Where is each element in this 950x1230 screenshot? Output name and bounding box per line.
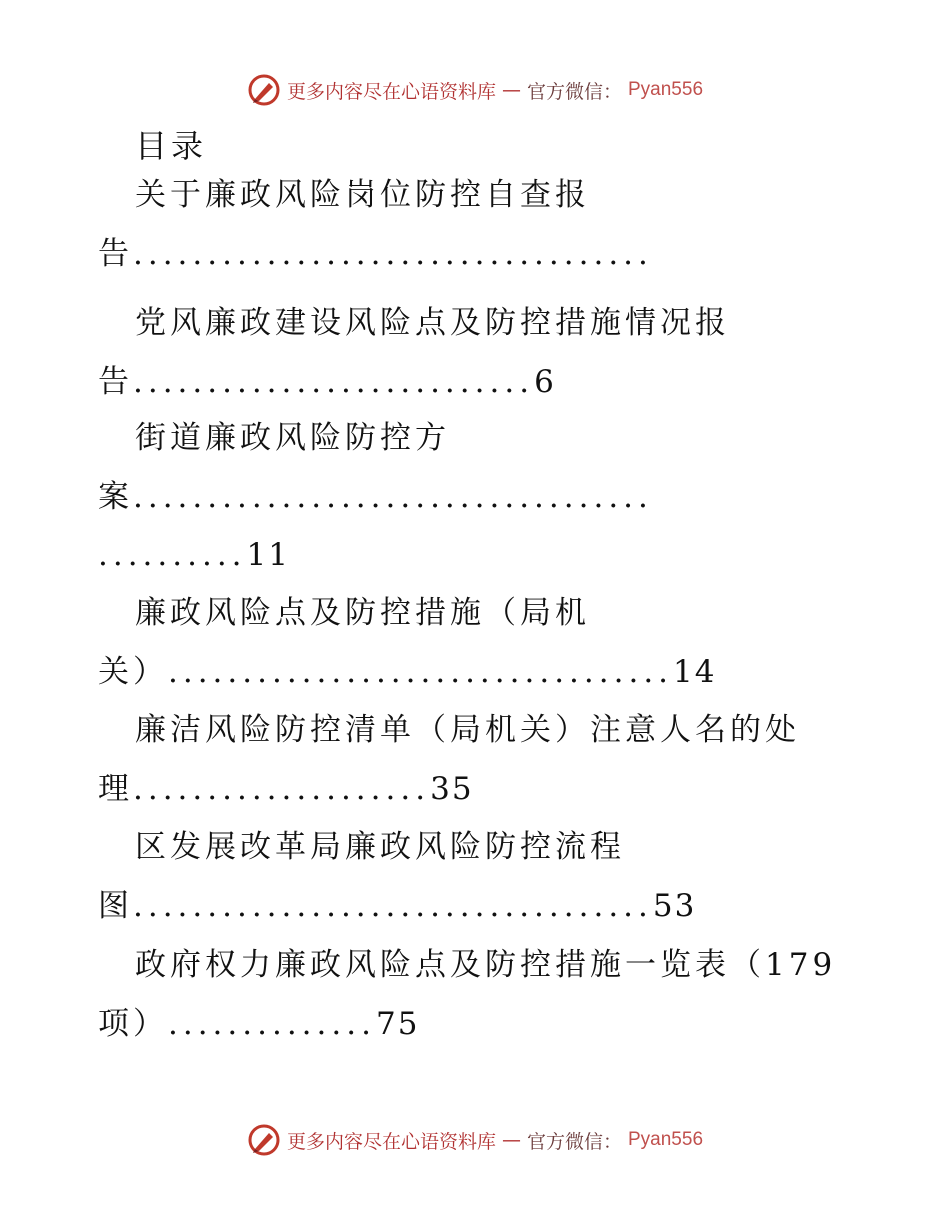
footer-banner [0, 1120, 950, 1160]
toc-entry-continuation [98, 999, 419, 1049]
toc-entry-continuation [98, 647, 717, 697]
toc-entry-continuation [98, 764, 474, 814]
toc-page-number: 6 [534, 364, 556, 400]
toc-entry-title: 党风廉政建设风险点及防控措施情况报 [135, 305, 730, 341]
toc-entry-title: 关于廉政风险岗位防控自查报 [135, 177, 590, 213]
toc-entry-continuation [98, 472, 653, 522]
pen-logo-icon [247, 1123, 281, 1157]
toc-entry-continuation [98, 530, 290, 580]
toc-page-number: 14 [673, 654, 717, 690]
toc-entry-title-end: 项） [98, 1006, 168, 1042]
toc-entry-title-end: 理 [98, 771, 133, 807]
banner-wechat-label: 官方微信： [526, 1130, 622, 1153]
banner-dash: — [501, 1129, 521, 1151]
toc-entry-title: 廉政风险点及防控措施（局机 [135, 595, 590, 631]
toc-leader-dots: .................... [133, 771, 431, 807]
toc-leader-dots: ........................... [133, 364, 535, 400]
toc-entry-title: 区发展改革局廉政风险防控流程 [135, 829, 625, 865]
toc-entry-title: 政府权力廉政风险点及防控措施一览表（179 [135, 947, 837, 983]
toc-entry-continuation [98, 881, 696, 931]
banner-prefix: 更多内容尽在心语资料库 [286, 80, 496, 103]
toc-entry-continuation [98, 229, 653, 279]
toc-page-number: 11 [246, 537, 290, 573]
toc-leader-dots: ................................... [133, 236, 653, 272]
banner-dash: — [501, 79, 521, 101]
toc-page-number: 75 [375, 1006, 420, 1042]
banner-wechat-label: 官方微信： [526, 80, 622, 103]
toc-entry-title: 街道廉政风险防控方 [135, 420, 450, 456]
toc-entry-title-end: 告 [98, 236, 133, 272]
header-banner [0, 70, 950, 110]
banner-account: Pyan556 [628, 79, 704, 100]
toc-entry-title-end: 告 [98, 364, 133, 400]
toc-leader-dots: .......... [98, 537, 247, 573]
toc-entry-title-end: 案 [98, 479, 133, 515]
toc-page-number: 53 [652, 888, 697, 924]
toc-title: 目录 [135, 127, 208, 165]
pen-logo-icon [247, 73, 281, 107]
banner-prefix: 更多内容尽在心语资料库 [286, 1130, 496, 1153]
toc-leader-dots: .............. [168, 1006, 376, 1042]
toc-entry-title-end: 关） [98, 654, 168, 690]
toc-entry-title-end: 图 [98, 888, 133, 924]
toc-page-number: 35 [430, 771, 474, 807]
toc-entry-continuation [98, 357, 556, 407]
banner-account: Pyan556 [628, 1129, 704, 1150]
toc-leader-dots: ................................... [133, 479, 653, 515]
toc-leader-dots: .................................. [168, 654, 674, 690]
toc-entry-title: 廉洁风险防控清单（局机关）注意人名的处 [135, 712, 800, 748]
toc-leader-dots: ................................... [133, 888, 653, 924]
